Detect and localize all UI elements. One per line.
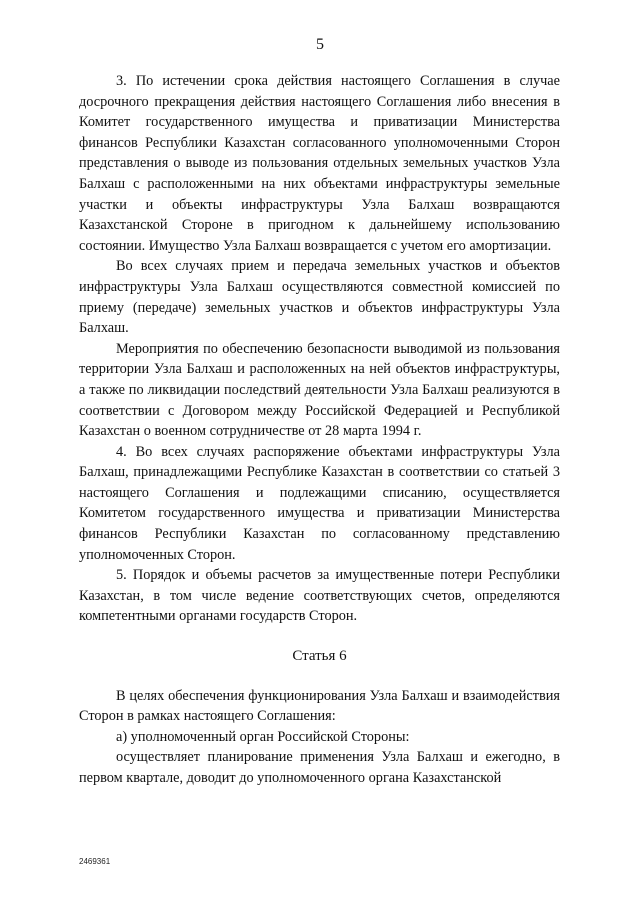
paragraph-russian-authority: а) уполномоченный орган Российской Стороны: <box>116 728 410 745</box>
paragraph-joint-commission: Во всех случаях прием и передача земельных участков и объектов инфраструктуры Узла Балхаш осуществляются совместной комиссией по приему (передаче) земельных участков и объектов инфраструктуры Узла Балхаш. <box>79 258 560 337</box>
paragraph-5-settlements: 5. Порядок и объемы расчетов за имущественные потери Республики Казахстан, в том числе ведение соответствующих счетов, определяются компетентными органами государств Сторон. <box>79 567 560 625</box>
paragraph-article6-intro: В целях обеспечения функционирования Узла Балхаш и взаимодействия Сторон в рамках настоящего Соглашения: <box>79 687 560 725</box>
document-code: 2469361 <box>79 857 111 866</box>
paragraph-planning: осуществляет планирование применения Узла Балхаш и ежегодно, в первом квартале, доводит до уполномоченного органа Казахстанской <box>79 749 560 786</box>
page-number: 5 <box>316 36 324 53</box>
paragraph-safety-measures: Мероприятия по обеспечению безопасности выводимой из пользования территории Узла Балхаш и расположенных на ней объектов инфраструктуры, а также по ликвидации последствий деятельности Узла Балхаш реализуются в соответствии с Договором между Российской Федерацией и Республикой Казахстан о военном сотрудничестве от 28 марта 1994 г. <box>79 340 560 440</box>
article-heading: Статья 6 <box>292 648 347 665</box>
paragraph-4-disposal: 4. Во всех случаях распоряжение объектами инфраструктуры Узла Балхаш, принадлежащими Республике Казахстан в соответствии со статьей 3 настоящего Соглашения и подлежащими списанию, осуществляется Комитетом государственного имущества и приватизации Министерства финансов Республики Казахстан по согласованному представлению уполномоченных Сторон. <box>79 443 560 563</box>
paragraph-3-termination: 3. По истечении срока действия настоящего Соглашения в случае досрочного прекращения действия настоящего Соглашения либо внесения в Комитет государственного имущества и приватизации Министерства финансов Республики Казахстан согласованного уполномоченными Сторон представления о выводе из пользования отдельных земельных участков Узла Балхаш с расположенными на них объектами инфраструктуры земельные участки и объекты инфраструктуры Узла Балхаш возвращаются Казахстанской Стороне в пригодном к дальнейшему использованию состоянии. Имущество Узла Балхаш возвращается с учетом его амортизации. <box>79 73 560 254</box>
document-body <box>79 71 560 789</box>
